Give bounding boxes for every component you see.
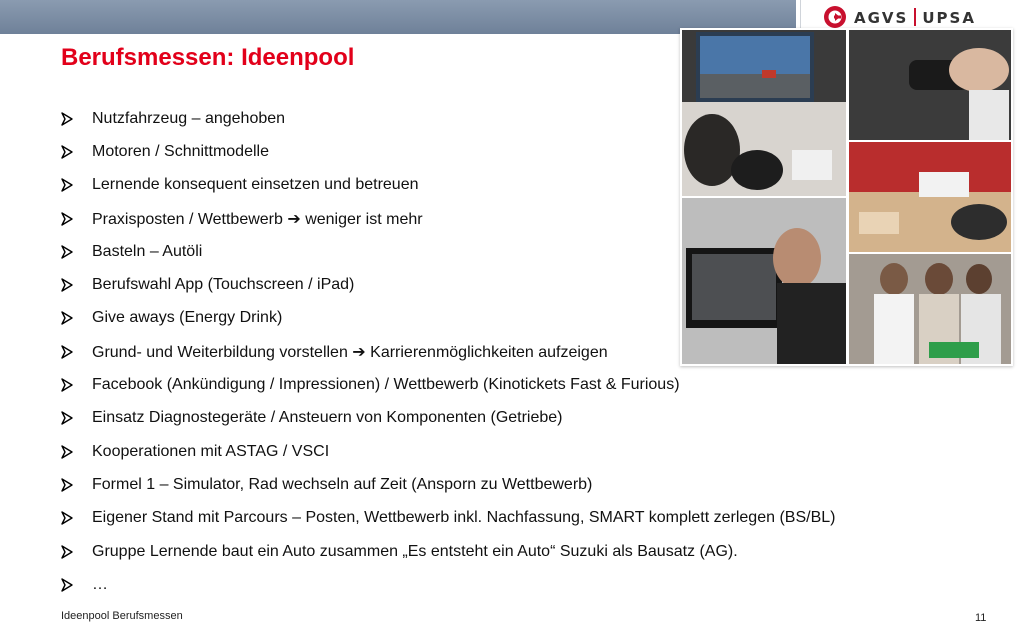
arrow-right-icon — [61, 445, 73, 459]
photo-drilling — [849, 30, 1011, 140]
photo-racing-simulator — [682, 30, 846, 196]
arrow-right-icon — [61, 411, 73, 425]
photo-model-cars — [849, 142, 1011, 252]
bullet-item — [61, 435, 835, 468]
arrow-right-icon — [61, 478, 73, 492]
arrow-right-icon — [61, 212, 73, 226]
footer-title: Ideenpool Berufsmessen — [61, 610, 183, 622]
logo-text-left: AGVS — [854, 9, 909, 27]
arrow-right-icon — [61, 245, 73, 259]
bullet-text: Facebook (Ankündigung / Impressionen) / Wettbewerb (Kinotickets Fast & Furious) — [92, 376, 680, 394]
bullet-text: Lernende konsequent einsetzen und betreuen — [92, 176, 419, 194]
logo-text-right: UPSA — [922, 9, 976, 27]
arrow-right-icon — [61, 578, 73, 592]
arrow-right-icon — [61, 112, 73, 126]
arrow-right-icon — [61, 345, 73, 359]
bullet-text: Einsatz Diagnostegeräte / Ansteuern von Komponenten (Getriebe) — [92, 409, 563, 427]
header-bar — [0, 0, 796, 34]
arrow-right-icon — [61, 545, 73, 559]
photo-students-group — [849, 254, 1011, 364]
photo-collage — [680, 28, 1013, 366]
bullet-text: Basteln – Autöli — [92, 242, 203, 260]
bullet-item — [61, 402, 835, 435]
bullet-text: Kooperationen mit ASTAG / VSCI — [92, 442, 330, 460]
bullet-text: Eigener Stand mit Parcours – Posten, Wettbewerb inkl. Nachfassung, SMART komplett zerlegen (BS/BL) — [92, 509, 836, 527]
page-number: 11 — [975, 612, 987, 624]
bullet-item — [61, 502, 835, 535]
bullet-item — [61, 468, 835, 501]
photo-diagnostic-screen — [682, 198, 846, 364]
logo-separator — [914, 8, 916, 26]
bullet-text: … — [92, 575, 108, 593]
arrow-right-icon — [61, 378, 73, 392]
bullet-item — [61, 535, 835, 568]
logo-wordmark — [854, 8, 976, 27]
arrow-right-icon — [61, 311, 73, 325]
bullet-text: Berufswahl App (Touchscreen / iPad) — [92, 276, 355, 294]
arrow-right-icon — [61, 145, 73, 159]
bullet-text: Formel 1 – Simulator, Rad wechseln auf Zeit (Ansporn zu Wettbewerb) — [92, 475, 593, 493]
arrow-right-icon — [61, 511, 73, 525]
bullet-item — [61, 368, 835, 401]
bullet-text: Motoren / Schnittmodelle — [92, 142, 269, 160]
agvs-logo-icon — [823, 5, 847, 29]
slide-title: Berufsmessen: Ideenpool — [61, 44, 355, 71]
bullet-text: Praxisposten / Wettbewerb ➔ weniger ist mehr — [92, 210, 423, 228]
bullet-item — [61, 568, 835, 601]
arrow-right-icon — [61, 178, 73, 192]
bullet-text: Nutzfahrzeug – angehoben — [92, 109, 286, 127]
bullet-text: Gruppe Lernende baut ein Auto zusammen „Es entsteht ein Auto“ Suzuki als Bausatz (AG). — [92, 542, 738, 560]
bullet-text: Grund- und Weiterbildung vorstellen ➔ Karrierenmöglichkeiten aufzeigen — [92, 343, 608, 361]
bullet-text: Give aways (Energy Drink) — [92, 309, 283, 327]
arrow-right-icon — [61, 278, 73, 292]
